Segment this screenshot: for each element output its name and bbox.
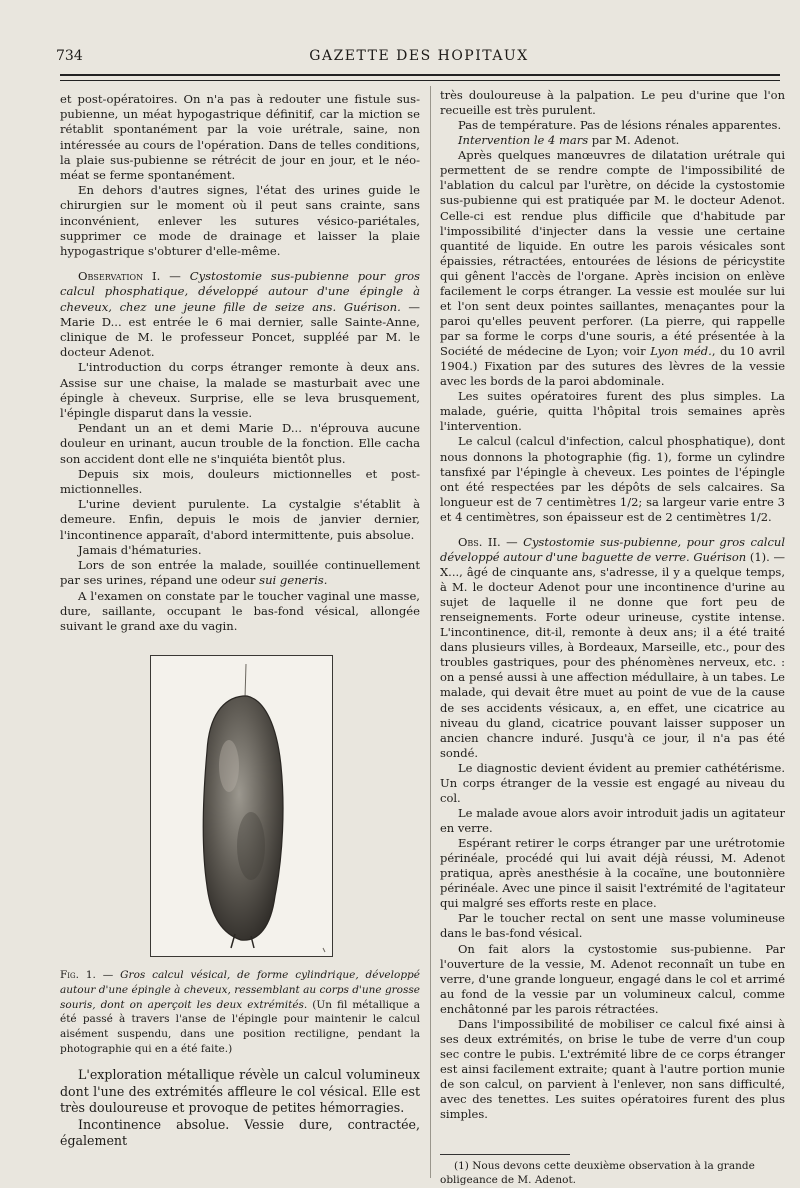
page-number: 734 [56,48,83,64]
journal-title: GAZETTE DES HOPITAUX [309,48,529,64]
paragraph: En dehors d'autres signes, l'état des urines guide le chirurgien sur le moment où il peut sans crainte, sans inconvénient, enlever les sutures vésico-pariétales, supprimer ce mode de drainage et laisser la plaie hypogastrique s'obturer d'elle-même. [60,183,420,259]
figure-caption: Fig. 1. — Gros calcul vésical, de forme cylindrique, développé autour d'une épingle à cheveux, ressemblant au corps d'une grosse souris, dont on aperçoit les deux extrémités. (Un fil métallique a été passé à travers l'anse de l'épingle pour maintenir le calcul aisément suspendu, dans une position rectiligne, pendant la photographie qui en a été faite.) [60,969,420,1055]
paragraph: L'urine devient purulente. La cystalgie s'établit à demeure. Enfin, depuis le mois de janvier dernier, l'incontinence apparaît, d'abord intermittente, puis absolue. [60,497,420,542]
paragraph: Après quelques manœuvres de dilatation urétrale qui permettent de se rendre compte de l'impossibilité de l'ablation du calcul par l'urètre, on décide la cystostomie sus-pubienne qui est pratiquée par M. le docteur Adenot. Celle-ci est rendue plus difficile que d'habitude par l'impossibilité d'injecter dans la vessie une certaine quantité de liquide. En outre les parois vésicales sont épaissies, rétractées, entourées de lésions de péricystite qui gênent l'accès de l'organe. Après incision on enlève facilement le corps étranger. La vessie est moulée sur lui et l'on sent deux pointes saillantes, menaçantes pour la paroi qu'elles peuvent perforer. (La pierre, qui rappelle par sa forme le corps d'une souris, a été présentée à la Société de médecine de Lyon; voir Lyon méd., du 10 avril 1904.) Fixation par des sutures des lèvres de la vessie avec les bords de la paroi abdominale. [440,148,785,389]
paragraph: Incontinence absolue. Vessie dure, contractée, également [60,1116,420,1149]
page-header [56,48,782,70]
paragraph: Les suites opératoires furent des plus simples. La malade, guérie, quitta l'hôpital trois semaines après l'intervention. [440,389,785,434]
paragraph: très douloureuse à la palpation. Le peu d'urine que l'on recueille est très purulent. [440,88,785,118]
observation-2-heading: Obs. II. — Cystostomie sus-pubienne, pour gros calcul développé autour d'une baguette de verre. Guérison (1). — X..., âgé de cinquante ans, s'adresse, il y a quelque temps, à M. le docteur Adenot pour une incontinence d'urine au sujet de laquelle il ne donne que fort peu de renseignements. Forte odeur urineuse, cystite intense. L'incontinence, dit-il, remonte à deux ans; il a été traité dans plusieurs villes, à Bordeaux, Marseille, etc., pour des troubles gastriques, pour des phénomènes nerveux, etc. : on a pensé aussi à une affection médullaire, à un tabes. Le malade, qui devait être muet au point de vue de la cause de ses accidents vésicaux, a, en effet, une cicatrice au niveau du gland, cicatrice pouvant laisser supposer un ancien chancre induré. Jusqu'à ce jour, il n'a pas été sondé. [440,534,786,760]
paragraph: Depuis six mois, douleurs mictionnelles et post-mictionnelles. [60,466,420,497]
paragraph: L'introduction du corps étranger remonte à deux ans. Assise sur une chaise, la malade se masturbait avec une épingle à cheveux. Surprise, elle se leva brusquement, l'épingle disparut dans la vessie. [60,360,420,421]
footnote: (1) Nous devons cette deuxième observation à la grande obligeance de M. Adenot. [440,1160,755,1186]
paragraph: Le malade avoue alors avoir introduit jadis un agitateur en verre. [440,805,785,835]
column-divider [430,86,431,1178]
paragraph: Le diagnostic devient évident au premier cathétérisme. Un corps étranger de la vessie est engagé au niveau du col. [440,760,785,805]
paragraph: Espérant retirer le corps étranger par une urétrotomie périnéale, procédé qui lui avait déjà réussi, M. Adenot pratiqua, après anesthésie à la cocaïne, une boutonnière périnéale. Avec une pince il saisit l'extrémité de l'agitateur qui malgré ses efforts reste en place. [440,836,785,911]
paragraph: Intervention le 4 mars par M. Adenot. [458,133,680,148]
paragraph: A l'examen on constate par le toucher vaginal une masse, dure, saillante, occupant le bas-fond vésical, allongée suivant le grand axe du vagin. [60,588,420,633]
paragraph: Le calcul (calcul d'infection, calcul phosphatique), dont nous donnons la photographie (fig. 1), forme un cylindre tansfixé par l'épingle à cheveux. Les pointes de l'épingle ont été respectées par les dépôts de sels calcaires. Sa longueur est de 7 centimètres 1/2; sa largeur varie entre 3 et 4 centimètres, son épaisseur est de 2 centimètres 1/2. [440,434,785,524]
left-column-bottom [60,1067,420,1150]
paragraph: et post-opératoires. On n'a pas à redouter une fistule sus-pubienne, un méat hypogastrique définitif, car la miction se rétablit spontanément par la voie urétrale, saine, non intéressée au cours de l'opération. Dans de telles conditions, la plaie sus-pubienne se rétrécit de jour en jour, et le néo-méat se ferme spontanément. [60,92,420,183]
calculus-image [151,656,332,956]
paragraph: On fait alors la cystostomie sus-pubienne. Par l'ouverture de la vessie, M. Adenot reconnaît un tube en verre, d'une grande longueur, engagé dans le col et arrimé au fond de la vessie par un volumineux calcul, comme enchâtonné par les parois rétractées. [440,941,785,1016]
right-column [440,88,785,1122]
left-column [60,92,420,634]
header-rule-thin [60,80,780,81]
paragraph: Par le toucher rectal on sent une masse volumineuse dans le bas-fond vésical. [440,911,785,941]
paragraph: Lors de son entrée la malade, souillée continuellement par ses urines, répand une odeur sui generis. [60,558,420,588]
obs-title: Cystostomie sus-pubienne pour gros calcul phosphatique, développé autour d'une épingle à cheveux, chez une jeune fille de seize ans. Guérison. [60,269,421,314]
footnote-rule [440,1154,570,1155]
obs-label: Obs. II. [458,534,501,549]
paragraph: Jamais d'hématuries. [78,542,202,557]
obs-label: Observation I. [78,269,161,284]
calculus-photograph [150,655,333,957]
header-rule-thick [60,74,780,76]
footnote-ref: (1). [746,549,770,564]
paragraph: Dans l'impossibilité de mobiliser ce calcul fixé ainsi à ses deux extrémités, on brise le tube de verre d'un coup sec contre le pubis. L'extrémité libre de ce corps étranger est ainsi facilement extraite; quant à l'autre portion munie de son calcul, on parvient à l'enlever, non sans difficulté, avec des tenettes. Les suites opératoires furent des plus simples. [440,1016,785,1122]
figure-label: Fig. 1. [60,969,96,981]
observation-1-heading: Observation I. — Cystostomie sus-pubienne pour gros calcul phosphatique, développé autour d'une épingle à cheveux, chez une jeune fille de seize ans. Guérison. — Marie D... est entrée le 6 mai dernier, salle Sainte-Anne, clinique de M. le professeur Poncet, suppléé par M. le docteur Adenot. [60,269,421,360]
obs-title: Cystostomie sus-pubienne, pour gros calcul développé autour d'une baguette de verre. Guérison [440,534,785,564]
paragraph: Pas de température. Pas de lésions rénales apparentes. [458,118,782,133]
paragraph: L'exploration métallique révèle un calcul volumineux dont l'une des extrémités affleure le col vésical. Elle est très douloureuse et provoque de petites hémorragies. [60,1067,420,1116]
paragraph: Pendant un an et demi Marie D... n'éprouva aucune douleur en urinant, aucun trouble de la fonction. Elle cacha son accident dont elle ne s'inquiéta bientôt plus. [60,421,420,466]
